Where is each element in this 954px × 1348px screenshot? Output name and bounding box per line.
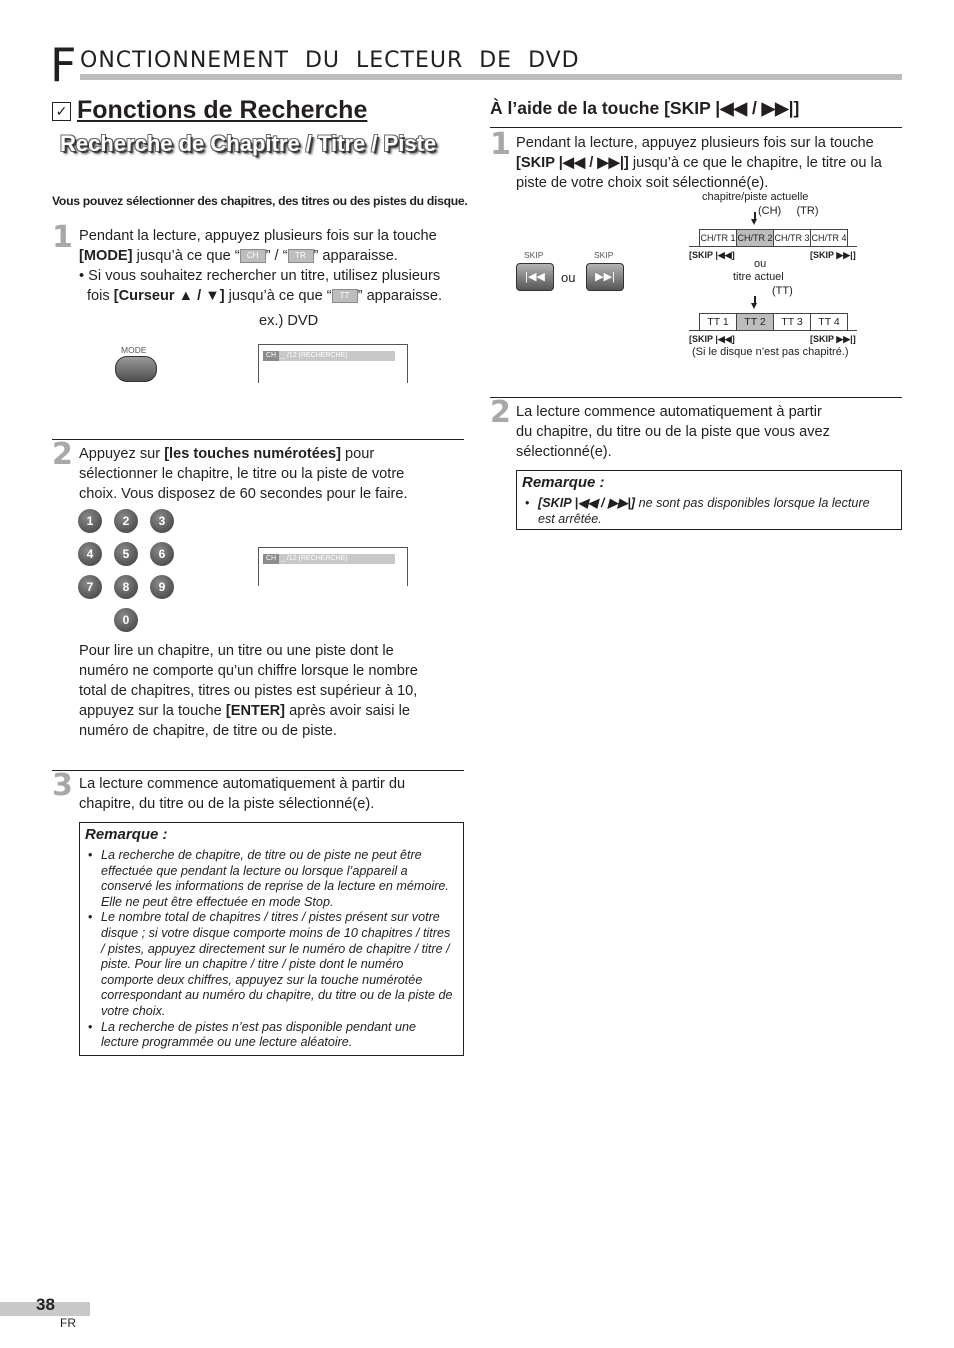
step3-text xyxy=(79,774,469,814)
step1-line: • Si vous souhaitez rechercher un titre, utilisez plusieurs xyxy=(79,268,441,284)
ch-tr-label: (CH) (TR) xyxy=(758,205,819,217)
osd-text: _ /12 (RECHERCHE) xyxy=(281,555,348,562)
right-heading: À l’aide de la touche [SKIP |◀◀ / ▶▶|] xyxy=(490,98,800,118)
text: jusqu’à ce que “ xyxy=(224,288,332,304)
current-chapter-label: chapitre/piste actuelle xyxy=(702,191,809,203)
osd-bar xyxy=(263,554,395,564)
section-subtitle: Recherche de Chapitre / Titre / Piste xyxy=(60,131,437,156)
header-title: ONCTIONNEMENT DU LECTEUR DE DVD xyxy=(80,48,580,73)
title-cell: TT 4 xyxy=(811,313,848,331)
chapter-cell-current: CH/TR 2 xyxy=(737,229,774,247)
step1-text xyxy=(79,226,469,306)
language-code: FR xyxy=(60,1316,76,1330)
diagram-footnote: (Si le disque n’est pas chapitré.) xyxy=(692,346,849,358)
step-number: 3 xyxy=(52,768,73,803)
paragraph-line xyxy=(79,701,469,721)
note-box xyxy=(79,822,464,1056)
divider xyxy=(52,222,464,223)
number-key-9[interactable]: 9 xyxy=(150,575,174,599)
step1-line xyxy=(79,286,469,306)
row-line xyxy=(847,246,857,247)
number-key-2[interactable]: 2 xyxy=(114,509,138,533)
step1-line xyxy=(79,246,469,266)
example-label: ex.) DVD xyxy=(259,313,319,329)
text: appuyez sur la touche xyxy=(79,703,226,719)
number-key-0[interactable]: 0 xyxy=(114,608,138,632)
step-line xyxy=(516,153,906,173)
row-line xyxy=(847,330,857,331)
step1-line: Pendant la lecture, appuyez plusieurs fois sur la touche xyxy=(79,228,437,244)
text: ” / “ xyxy=(265,248,288,264)
header-initial: F xyxy=(50,38,77,92)
divider xyxy=(490,127,902,128)
osd-screen xyxy=(258,547,408,586)
step-line: Pendant la lecture, appuyez plusieurs fois sur la touche xyxy=(516,135,874,151)
skip-right-label: [SKIP ▶▶|] xyxy=(810,334,856,344)
step2-line xyxy=(79,444,469,464)
note-title: Remarque : xyxy=(522,474,605,491)
osd-bar xyxy=(263,351,395,361)
step3-line: chapitre, du titre ou de la piste sélectionné(e). xyxy=(79,796,375,812)
tr-icon: TR xyxy=(288,249,314,263)
page-number: 38 xyxy=(36,1295,55,1314)
osd-ch-icon: CH xyxy=(263,351,279,361)
number-key-4[interactable]: 4 xyxy=(78,542,102,566)
skip-left-label: [SKIP |◀◀] xyxy=(689,334,735,344)
skip-key-label: [SKIP |◀◀ / ▶▶|] xyxy=(538,496,636,510)
skip-right-label: [SKIP ▶▶|] xyxy=(810,250,856,260)
skip-next-label: SKIP xyxy=(594,250,614,260)
row-line xyxy=(689,330,699,331)
text: est arrêtée. xyxy=(538,511,602,526)
cursor-key-label: [Curseur ▲ / ▼] xyxy=(113,288,225,304)
number-key-6[interactable]: 6 xyxy=(150,542,174,566)
chapter-cell: CH/TR 3 xyxy=(774,229,811,247)
step-line: du chapitre, du titre ou de la piste que vous avez xyxy=(516,424,830,440)
note-item: • La recherche de chapitre, de titre ou de piste ne peut être effectuée que pendant la lecture ou lorsque l’appareil a conservé les informations de reprise de la lecture en mémoire. Elle ne peut être effectuée en mode Stop. xyxy=(80,848,457,910)
skip-next-button[interactable]: ▶▶| xyxy=(586,263,624,291)
chapter-row xyxy=(699,229,848,247)
paragraph-line: Pour lire un chapitre, un titre ou une piste dont le xyxy=(79,643,394,659)
checkbox-icon: ✓ xyxy=(52,102,71,121)
arrow-down-icon xyxy=(751,303,757,309)
enter-key-label: [ENTER] xyxy=(225,703,286,719)
row-line xyxy=(689,246,699,247)
note-title: Remarque : xyxy=(85,826,168,843)
note-item: • La recherche de pistes n’est pas disponible pendant une lecture programmée ou une lecture aléatoire. xyxy=(80,1020,457,1051)
step-line: piste de votre choix soit sélectionné(e). xyxy=(516,175,769,191)
text: ” apparaisse. xyxy=(313,248,398,264)
number-key-1[interactable]: 1 xyxy=(78,509,102,533)
step-number: 1 xyxy=(490,127,511,162)
text: après avoir saisi le xyxy=(285,703,410,719)
arrow-down-icon xyxy=(751,219,757,225)
osd-screen xyxy=(258,344,408,383)
text: Appuyez sur xyxy=(79,446,165,462)
paragraph-line: numéro de chapitre, de titre ou de piste. xyxy=(79,723,337,739)
step-line: sélectionné(e). xyxy=(516,444,612,460)
bullet: • xyxy=(525,496,530,510)
note-list xyxy=(80,848,457,1051)
step2-line: sélectionner le chapitre, le titre ou la piste de votre xyxy=(79,466,405,482)
header-rule xyxy=(80,74,902,80)
or-label: ou xyxy=(561,270,576,285)
step-number: 1 xyxy=(52,220,73,255)
or-label: ou xyxy=(754,258,767,270)
divider xyxy=(52,770,464,771)
title-cell: TT 1 xyxy=(699,313,737,331)
ch-icon: CH xyxy=(240,249,266,263)
number-key-8[interactable]: 8 xyxy=(114,575,138,599)
chapter-cell: CH/TR 4 xyxy=(811,229,848,247)
mode-key-label: [MODE] xyxy=(79,248,133,264)
paragraph-line: numéro ne comporte qu’un chiffre lorsque le nombre xyxy=(79,663,418,679)
text: jusqu’à ce que “ xyxy=(132,248,240,264)
step2-line: choix. Vous disposez de 60 secondes pour le faire. xyxy=(79,486,408,502)
right-step1-text xyxy=(516,133,906,193)
tt-label: (TT) xyxy=(772,285,793,297)
step3-line: La lecture commence automatiquement à partir du xyxy=(79,776,406,792)
tt-icon: TT xyxy=(332,289,358,303)
section-title xyxy=(52,96,367,125)
divider xyxy=(52,439,464,440)
skip-prev-label: SKIP xyxy=(524,250,544,260)
number-key-5[interactable]: 5 xyxy=(114,542,138,566)
divider xyxy=(490,397,902,398)
title-row xyxy=(699,313,848,331)
number-key-3[interactable]: 3 xyxy=(150,509,174,533)
section-title-text: Fonctions de Recherche xyxy=(77,96,368,124)
text: ” apparaisse. xyxy=(357,288,443,304)
number-key-7[interactable]: 7 xyxy=(78,575,102,599)
osd-text: _ /12 (RECHERCHE) xyxy=(281,352,348,359)
step2-text xyxy=(79,444,469,504)
osd-ch-icon: CH xyxy=(263,554,279,564)
mode-button-label: MODE xyxy=(121,345,147,355)
paragraph-line: total de chapitres, titres ou pistes est supérieur à 10, xyxy=(79,683,418,699)
mode-button[interactable] xyxy=(115,356,157,382)
chapter-cell: CH/TR 1 xyxy=(699,229,737,247)
step2-paragraph xyxy=(79,641,469,741)
title-cell: TT 3 xyxy=(774,313,811,331)
step-number: 2 xyxy=(52,437,73,472)
step-number: 2 xyxy=(490,395,511,430)
number-keys-label: [les touches numérotées] xyxy=(164,446,341,462)
right-step2-text xyxy=(516,402,906,462)
text: ne sont pas disponibles lorsque la lecture xyxy=(635,496,870,510)
skip-prev-button[interactable]: |◀◀ xyxy=(516,263,554,291)
text: fois xyxy=(87,288,114,304)
skip-key-label: [SKIP |◀◀ / ▶▶|] xyxy=(516,155,629,171)
note-box xyxy=(516,470,902,530)
skip-left-label: [SKIP |◀◀] xyxy=(689,250,735,260)
intro-text: Vous pouvez sélectionner des chapitres, des titres ou des pistes du disque. xyxy=(52,194,468,208)
text: pour xyxy=(340,446,375,462)
step-line: La lecture commence automatiquement à partir xyxy=(516,404,822,420)
note-item: • Le nombre total de chapitres / titres / pistes présent sur votre disque ; si votre disque comporte moins de 10 chapitres / titres / pistes, appuyez directement sur le numéro de chapitre / titre / piste. Pour lire un chapitre / titre / piste dont le numéro comporte deux chiffres, appuyez sur la touche numérotée correspondant au numéro du chapitre, du titre ou de la piste de votre choix. xyxy=(80,910,457,1019)
text: jusqu’à ce que le chapitre, le titre ou la xyxy=(628,155,882,171)
current-title-label: titre actuel xyxy=(733,271,784,283)
title-cell-current: TT 2 xyxy=(737,313,774,331)
note-line xyxy=(517,496,895,527)
note-item xyxy=(517,496,895,527)
